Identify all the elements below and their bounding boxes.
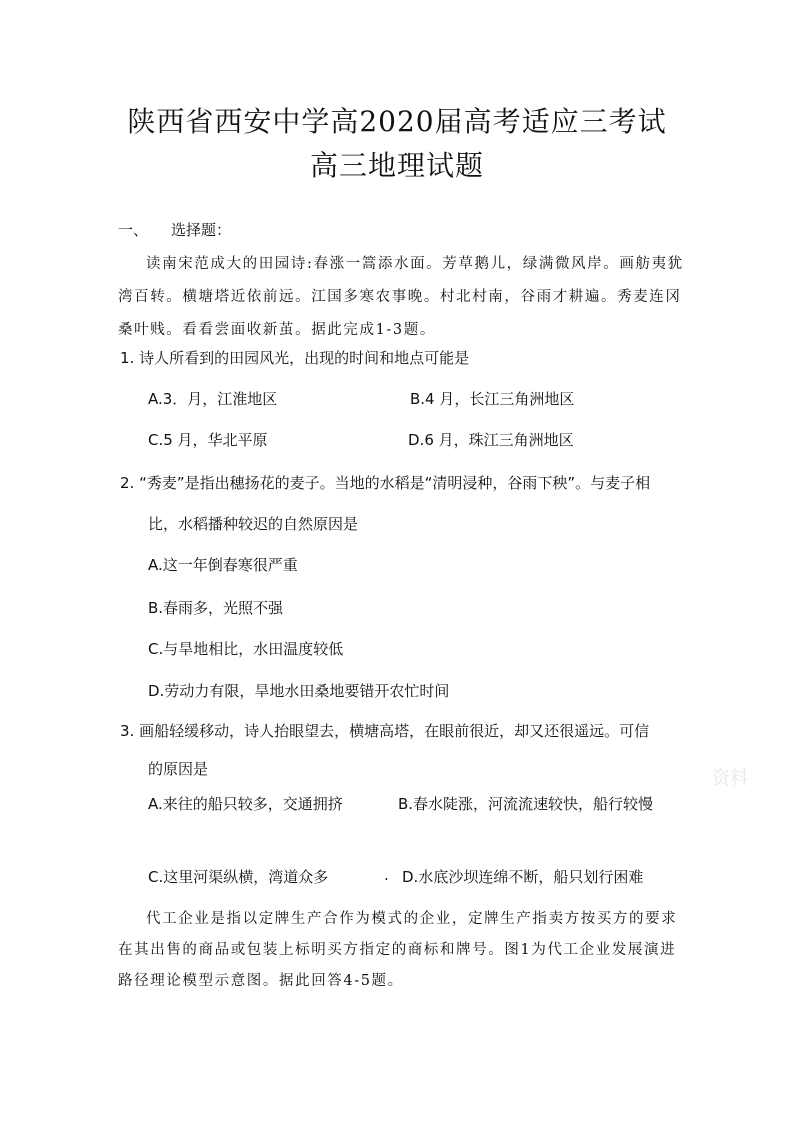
question-3-option-d: D.水底沙坝连绵不断，船只划行困难 (402, 868, 644, 886)
question-1-option-d: D.6 月，珠江三角洲地区 (408, 431, 574, 449)
question-3-stray-dot: . (384, 866, 389, 884)
question-1-option-a: A.3．月，江淮地区 (148, 390, 278, 408)
question-2-option-b: B.春雨多，光照不强 (148, 599, 284, 617)
question-1-option-c: C.5 月，华北平原 (148, 431, 268, 449)
question-3-option-b: B.春水陡涨，河流流速较快，船行较慢 (398, 795, 654, 813)
passage-2-line: 路径理论模型示意图。据此回答4-5题。 (118, 973, 404, 989)
title-line-2: 高三地理试题 (309, 149, 484, 182)
title-line-1: 陕西省西安中学高2020届高考适应三考试 (127, 105, 667, 138)
question-3-option-a: A.来往的船只较多，交通拥挤 (148, 795, 343, 813)
question-2-option-c: C.与旱地相比，水田温度较低 (148, 640, 344, 658)
passage-2-line: 在其出售的商品或包装上标明买方指定的商标和牌号。图1为代工企业发展演进 (118, 942, 677, 958)
passage-2-line: 代工企业是指以定牌生产合作为模式的企业，定牌生产指卖方按买方的要求 (146, 911, 678, 927)
section-number: 一、 (118, 221, 149, 239)
passage-1-line: 湾百转。横塘塔近依前远。江国多寒农事晚。村北村南，谷雨才耕遍。秀麦连冈 (118, 289, 682, 305)
question-2-option-d: D.劳动力有限，旱地水田桑地要错开农忙时间 (148, 682, 450, 700)
question-1-stem: 1. 诗人所看到的田园风光，出现的时间和地点可能是 (120, 349, 470, 367)
question-2-option-a: A.这一年倒春寒很严重 (148, 556, 298, 574)
passage-1-line: 桑叶贱。看看尝面收新茧。据此完成1-3题。 (118, 322, 436, 338)
passage-1-line: 读南宋范成大的田园诗:春涨一篙添水面。芳草鹅儿，绿满微风岸。画舫夷犹 (146, 256, 684, 272)
question-3-stem-continued: 的原因是 (148, 760, 209, 778)
question-1-option-b: B.4 月，长江三角洲地区 (410, 390, 575, 408)
question-2-stem-continued: 比，水稻播种较迟的自然原因是 (148, 515, 359, 533)
question-2-stem: 2. “秀麦”是指出穗扬花的麦子。当地的水稻是“清明浸种，谷雨下秧”。与麦子相 (120, 474, 651, 492)
question-3-stem: 3. 画船轻缓移动，诗人抬眼望去，横塘高塔，在眼前很近，却又还很遥远。可信 (120, 722, 650, 740)
watermark: 资料 (712, 768, 748, 789)
question-3-option-c: C.这里河渠纵横，湾道众多 (148, 868, 329, 886)
section-label: 选择题： (171, 221, 232, 239)
